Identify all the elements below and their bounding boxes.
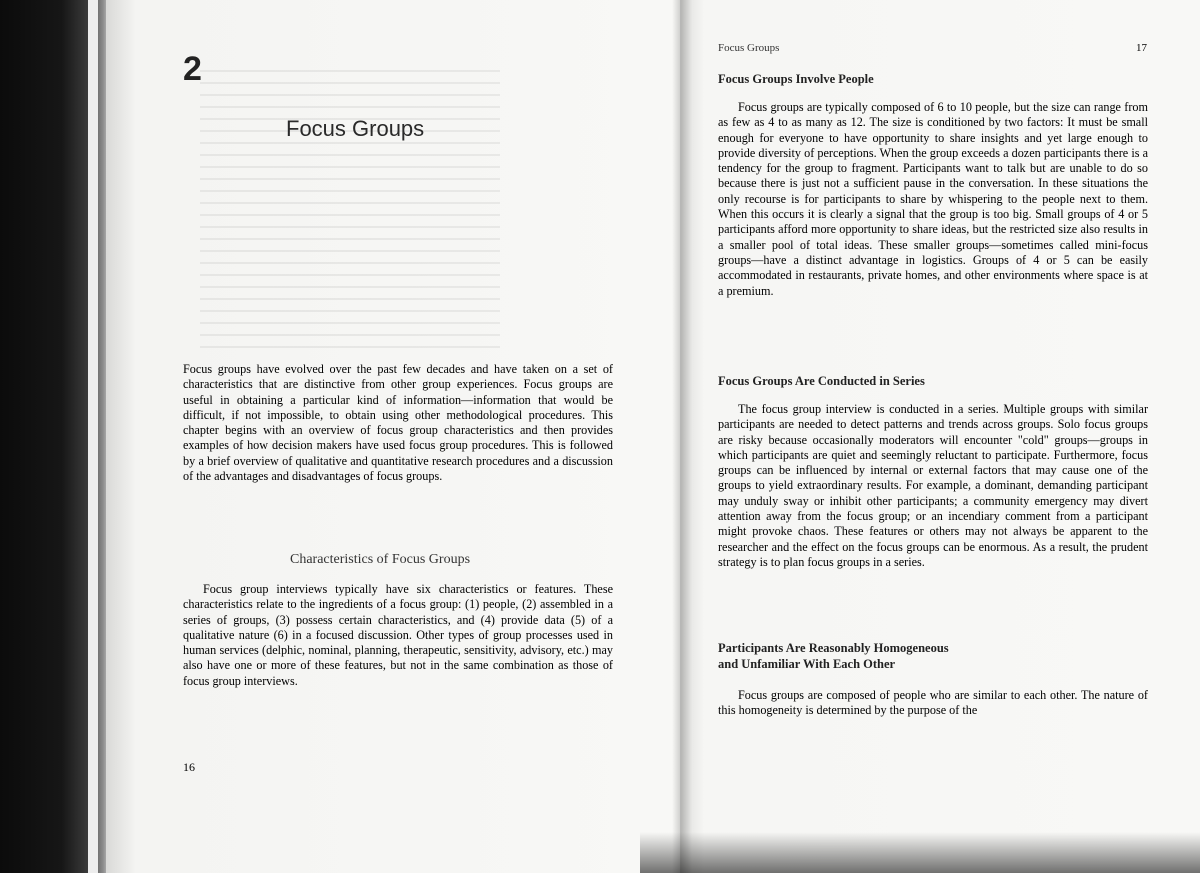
paragraph-involve-people: Focus groups are typically composed of 6 to 10 people, but the size can range from as few as 4 to as many as 12. The size is conditioned by two factors: It must be small enough for everyone to have opportunity to share insights and yet large enough to provide diversity of perceptions. When the group exceeds a dozen participants there is a tendency for the group to fragment. Participants want to talk but are unable to do so because there is just not a sufficient pause in the conversation. In these situations the only recourse is for participants to share by whispering to the people next to them. When this occurs it is clearly a signal that the group is too big. Small groups of 4 or 5 participants afford more opportunity to share ideas, but the restricted size also results in a smaller pool of total ideas. These smaller groups—sometimes called mini-focus groups—have a distinct advantage in logistics. Groups of 4 or 5 can be easily accommodated in restaurants, private homes, and other environments where space is at a premium. [718,100,1148,298]
heading-homogeneous-line2: and Unfamiliar With Each Other [718,657,896,671]
heading-homogeneous-line1: Participants Are Reasonably Homogeneous [718,641,949,655]
page-bottom-shadow [640,832,1200,873]
binding-strip [88,0,98,873]
running-head: Focus Groups [718,42,780,54]
gutter-shadow [672,0,692,873]
bleed-through-text [200,70,500,350]
section-paragraph: Focus group interviews typically have six characteristics or features. These characteristics relate to the ingredients of a focus group: (1) people, (2) assembled in a series of groups, (3) possess certain characteristics, and (4) provide data (5) of a qualitative nature (6) in a focused discussion. Other types of group processes used in human services (delphic, nominal, planning, therapeutic, sensitivity, advisory, etc.) may also have one or more of these features, but not in the same combination as those of focus group interviews. [183,582,613,688]
heading-involve-people: Focus Groups Involve People [718,72,874,86]
page-number-right: 17 [1136,42,1147,54]
paragraph-series: The focus group interview is conducted in a series. Multiple groups with similar participants are needed to detect patterns and trends across groups. Solo focus groups are risky because occasionally moderators will encounter "cold" groups—groups in which participants are quiet and seemingly reluctant to participate. Furthermore, focus groups can be influenced by internal or external factors that may cause one of the groups to yield extraordinary results. For example, a dominant, demanding participant may unduly sway or inhibit other participants; a community emergency may divert attention away from the focus group; or an incendiary comment from a participant might provoke chaos. These features or others may not always be apparent to the researcher and the effect on the focus groups can be enormous. As a result, the prudent strategy is to plan focus groups in a series. [718,402,1148,569]
page-number-left: 16 [183,760,195,774]
heading-series: Focus Groups Are Conducted in Series [718,374,925,388]
paragraph-homogeneous: Focus groups are composed of people who are similar to each other. The nature of this homogeneity is determined by the purpose of the [718,688,1148,718]
book-binding [0,0,112,873]
section-heading: Characteristics of Focus Groups [290,552,471,567]
chapter-title: Focus Groups [286,116,425,141]
chapter-number: 2 [183,50,202,88]
intro-paragraph: Focus groups have evolved over the past few decades and have taken on a set of characteristics that are distinctive from other group experiences. Focus groups are useful in obtaining a particular kind of information—information that would be difficult, if not impossible, to obtain using other methodological procedures. This chapter begins with an overview of focus group characteristics and then provides examples of how decision makers have used focus group procedures. This is followed by a brief overview of qualitative and quantitative research procedures and a discussion of the advantages and disadvantages of focus groups. [183,362,613,484]
